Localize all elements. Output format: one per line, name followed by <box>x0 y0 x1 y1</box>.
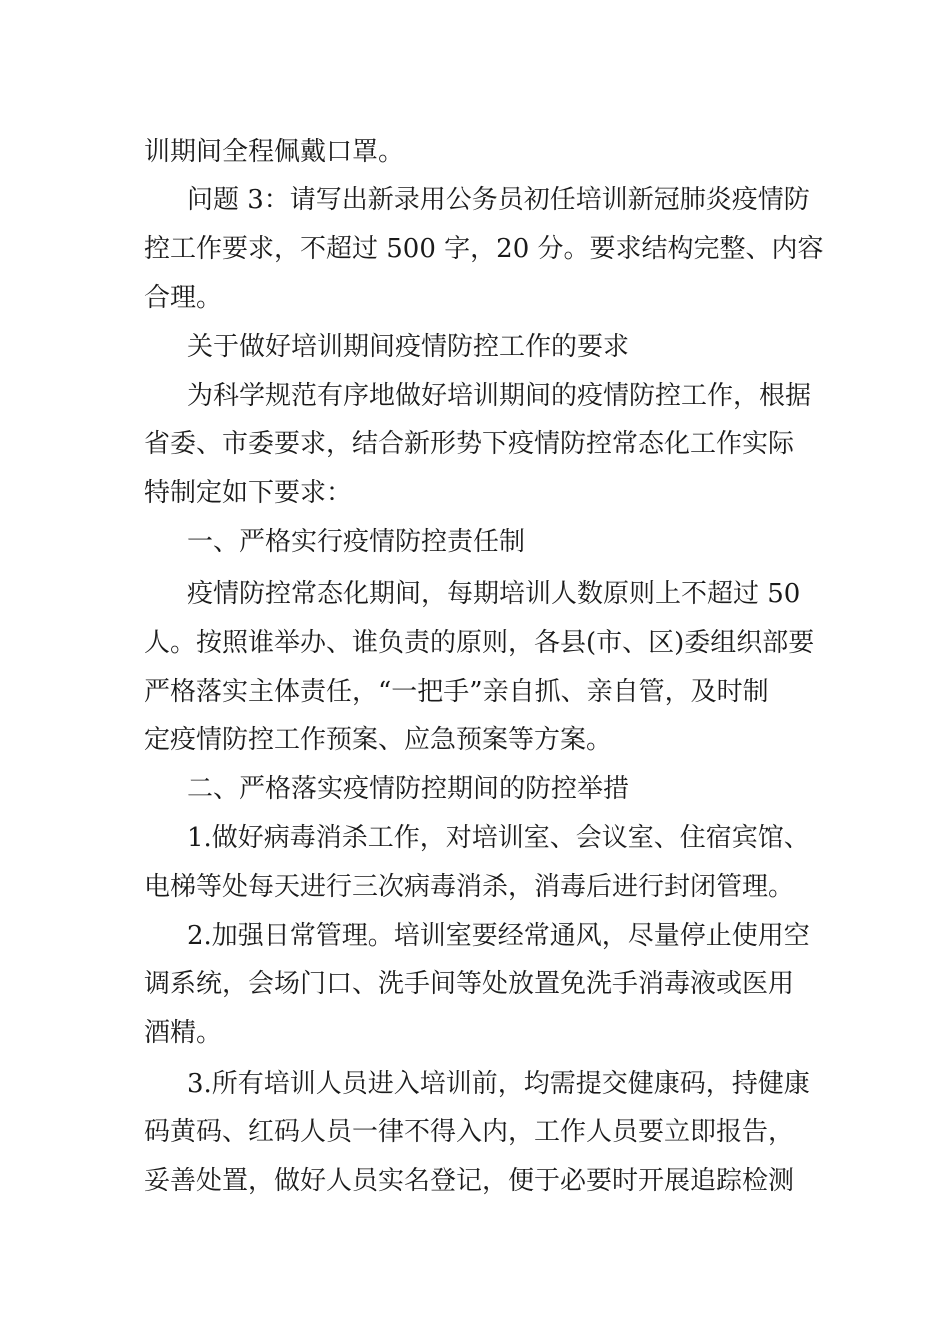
text-line: 控工作要求，不超过 500 字，20 分。要求结构完整、内容 <box>144 234 824 264</box>
list-item: 3.所有培训人员进入培训前，均需提交健康码，持健康 <box>187 1069 810 1099</box>
text-line: 特制定如下要求： <box>144 478 353 508</box>
text-line: 电梯等处每天进行三次病毒消杀，消毒后进行封闭管理。 <box>144 872 795 902</box>
text-line: 严格落实主体责任，“一把手”亲自抓、亲自管，及时制 <box>144 677 769 707</box>
list-item: 1.做好病毒消杀工作，对培训室、会议室、住宿宾馆、 <box>187 823 810 853</box>
list-item: 2.加强日常管理。培训室要经常通风，尽量停止使用空 <box>187 921 810 951</box>
text-line: 定疫情防控工作预案、应急预案等方案。 <box>144 725 613 755</box>
document-title: 关于做好培训期间疫情防控工作的要求 <box>187 332 630 362</box>
text-line: 酒精。 <box>144 1018 223 1048</box>
text-line: 妥善处置，做好人员实名登记，便于必要时开展追踪检测 <box>144 1166 795 1196</box>
question-heading: 问题 3：请写出新录用公务员初任培训新冠肺炎疫情防 <box>187 185 810 215</box>
text-line: 省委、市委要求，结合新形势下疫情防控常态化工作实际 <box>144 429 795 459</box>
text-line: 为科学规范有序地做好培训期间的疫情防控工作，根据 <box>187 381 812 411</box>
section-heading: 二、严格落实疫情防控期间的防控举措 <box>187 774 630 804</box>
text-line: 训期间全程佩戴口罩。 <box>144 137 405 167</box>
text-line: 调系统，会场门口、洗手间等处放置免洗手消毒液或医用 <box>144 969 795 999</box>
text-line: 码黄码、红码人员一律不得入内，工作人员要立即报告， <box>144 1117 795 1147</box>
text-line: 疫情防控常态化期间，每期培训人数原则上不超过 50 <box>187 579 801 609</box>
text-line: 人。按照谁举办、谁负责的原则，各县(市、区)委组织部要 <box>144 628 815 658</box>
text-line: 合理。 <box>144 283 223 313</box>
section-heading: 一、严格实行疫情防控责任制 <box>187 527 526 557</box>
